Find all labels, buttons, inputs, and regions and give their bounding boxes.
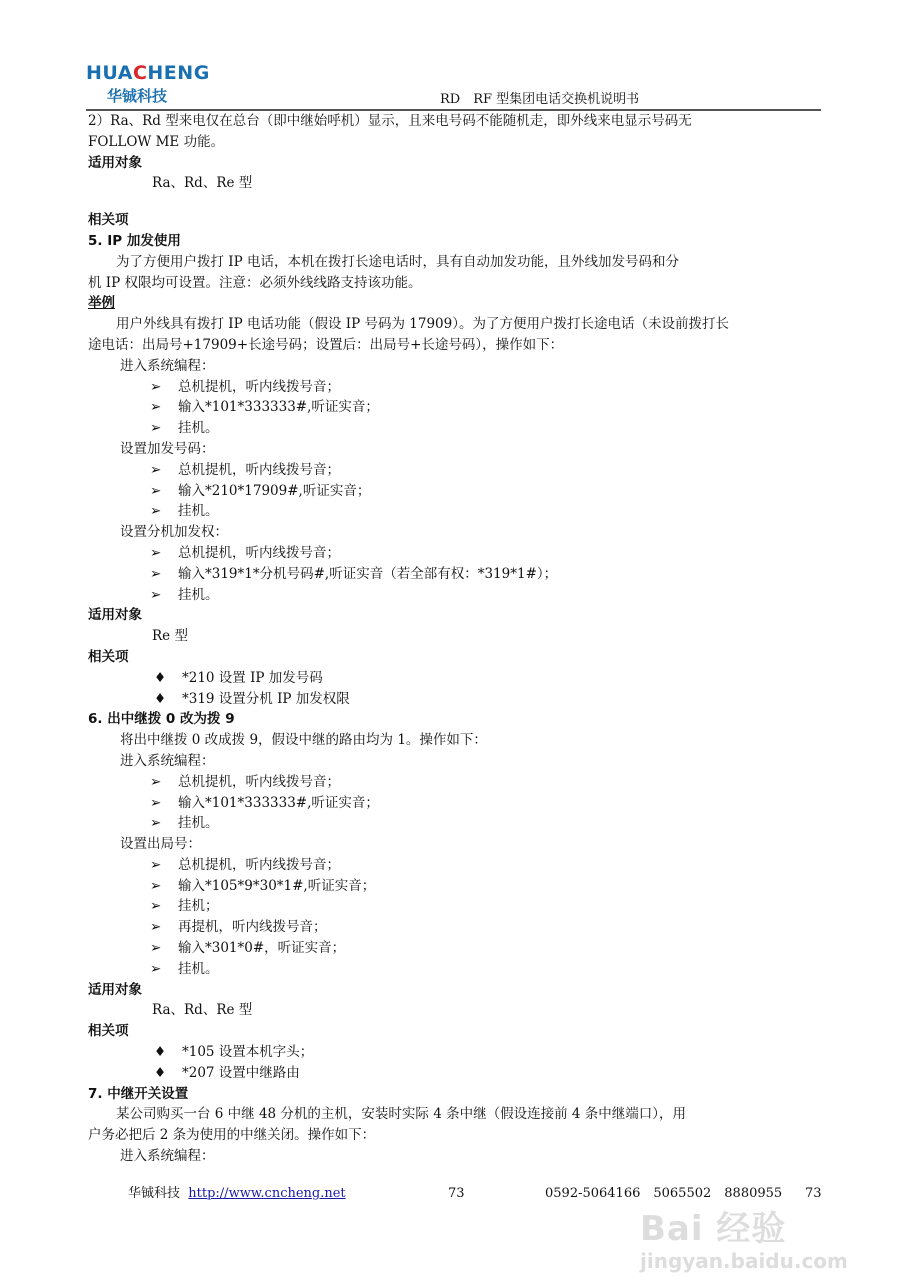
section-heading <box>88 153 823 174</box>
baidu-watermark <box>640 1210 848 1274</box>
line-text: 用户外线具有拨打 IP 电话功能（假设 IP 号码为 17909）。为了方便用户拨打长途电话（未设前拨打长 <box>116 316 729 333</box>
bullet-item <box>88 896 823 917</box>
arrow-bullet-icon: ➢ <box>150 877 162 894</box>
line-text: 举例 <box>88 295 115 312</box>
bullet-item <box>88 959 823 980</box>
arrow-bullet-icon: ➢ <box>150 399 162 416</box>
line-text: 进入系统编程： <box>120 1148 215 1165</box>
bullet-item <box>88 481 823 502</box>
arrow-bullet-icon: ➢ <box>150 565 162 582</box>
text-line <box>88 1146 823 1167</box>
line-text: 相关项 <box>88 1023 129 1040</box>
line-text: 输入*101*333333#,听证实音； <box>178 794 379 811</box>
related-item <box>88 1063 823 1084</box>
bullet-item <box>88 501 823 522</box>
diamond-bullet-icon: ♦ <box>154 690 167 707</box>
text-line <box>88 252 823 273</box>
line-text: Re 型 <box>152 628 188 645</box>
arrow-bullet-icon: ➢ <box>150 503 162 520</box>
line-text: *210 设置 IP 加发号码 <box>182 669 323 686</box>
bullet-item <box>88 876 823 897</box>
arrow-bullet-icon: ➢ <box>150 482 162 499</box>
line-text: 适用对象 <box>88 154 142 171</box>
arrow-bullet-icon: ➢ <box>150 420 162 437</box>
line-text: FOLLOW ME 功能。 <box>88 133 225 150</box>
text-line <box>88 834 823 855</box>
line-text: 户务必把后 2 条为使用的中继关闭。操作如下： <box>88 1127 376 1144</box>
arrow-bullet-icon: ➢ <box>150 586 162 603</box>
bullet-item <box>88 418 823 439</box>
line-text: 挂机； <box>178 898 219 915</box>
text-line <box>88 730 823 751</box>
line-text: 相关项 <box>88 212 129 229</box>
line-text: 6. 出中继拨 0 改为拨 9 <box>88 711 235 728</box>
line-text: 5. IP 加发使用 <box>88 232 181 249</box>
line-text: 输入*210*17909#,听证实音； <box>178 482 371 499</box>
watermark-url: jingyan.baidu.com <box>640 1249 848 1273</box>
text-line <box>88 751 823 772</box>
text-line <box>88 132 823 153</box>
line-text: 2）Ra、Rd 型来电仅在总台（即中继始呼机）显示，且来电号码不能随机走，即外线来电显示号码无 <box>88 113 692 129</box>
diamond-bullet-icon: ♦ <box>154 669 167 686</box>
section-heading <box>88 605 823 626</box>
line-text: 将出中继拨 0 改成拨 9，假设中继的路由均为 1。操作如下： <box>120 732 487 749</box>
section-heading <box>88 647 823 668</box>
line-text: 挂机。 <box>178 503 219 520</box>
footer-page-number: 73 <box>448 1186 465 1201</box>
line-text: 总机提机，听内线拨号音； <box>178 544 340 561</box>
line-text: 设置分机加发权： <box>120 524 228 541</box>
logo-text-accent: C <box>132 62 148 84</box>
company-logo <box>86 62 210 84</box>
related-item <box>88 668 823 689</box>
bullet-item <box>88 397 823 418</box>
section-heading <box>88 210 823 231</box>
text-line <box>88 335 823 356</box>
line-text: 适用对象 <box>88 981 142 998</box>
watermark-logo: Bai 经验 <box>640 1209 787 1249</box>
line-text: 再提机，听内线拨号音； <box>178 919 327 936</box>
arrow-bullet-icon: ➢ <box>150 461 162 478</box>
arrow-bullet-icon: ➢ <box>150 815 162 832</box>
arrow-bullet-icon: ➢ <box>150 794 162 811</box>
line-text: *105 设置本机字头； <box>182 1044 314 1061</box>
bullet-item <box>88 543 823 564</box>
diamond-bullet-icon: ♦ <box>154 1064 167 1081</box>
arrow-bullet-icon: ➢ <box>150 960 162 977</box>
line-text: 挂机。 <box>178 586 219 603</box>
section-heading <box>88 980 823 1001</box>
bullet-item <box>88 938 823 959</box>
line-text: 进入系统编程： <box>120 752 215 769</box>
line-text: 输入*101*333333#,听证实音； <box>178 399 379 416</box>
line-text: *207 设置中继路由 <box>182 1064 300 1081</box>
bullet-item <box>88 772 823 793</box>
text-line <box>88 173 823 194</box>
footer-company: 华铖科技 <box>128 1186 181 1201</box>
related-item <box>88 1042 823 1063</box>
bullet-item <box>88 793 823 814</box>
line-text: 总机提机，听内线拨号音； <box>178 856 340 873</box>
text-line <box>88 1000 823 1021</box>
line-text: 总机提机，听内线拨号音； <box>178 378 340 395</box>
logo-text: HUA <box>86 62 133 84</box>
text-line <box>88 1125 823 1146</box>
line-text: 7. 中继开关设置 <box>88 1085 189 1102</box>
line-text: Ra、Rd、Re 型 <box>152 175 253 192</box>
diamond-bullet-icon: ♦ <box>154 1044 167 1061</box>
bullet-item <box>88 917 823 938</box>
text-line <box>88 439 823 460</box>
text-line <box>88 356 823 377</box>
line-text: Ra、Rd、Re 型 <box>152 1002 253 1019</box>
line-text: 适用对象 <box>88 607 142 624</box>
line-text: *319 设置分机 IP 加发权限 <box>182 690 350 707</box>
bullet-item <box>88 585 823 606</box>
bullet-item <box>88 855 823 876</box>
line-text: 输入*301*0#，听证实音； <box>178 940 346 957</box>
line-text: 输入*105*9*30*1#,听证实音； <box>178 877 376 894</box>
line-text: 挂机。 <box>178 815 219 832</box>
arrow-bullet-icon: ➢ <box>150 378 162 395</box>
bullet-item <box>88 460 823 481</box>
arrow-bullet-icon: ➢ <box>150 856 162 873</box>
related-item <box>88 689 823 710</box>
arrow-bullet-icon: ➢ <box>150 544 162 561</box>
bullet-item <box>88 564 823 585</box>
line-text: 进入系统编程： <box>120 357 215 374</box>
footer-page-right: 73 <box>805 1186 822 1201</box>
blank-line <box>88 194 823 210</box>
line-text: 挂机。 <box>178 420 219 437</box>
section-heading <box>88 1084 823 1105</box>
line-text: 设置加发号码： <box>120 440 215 457</box>
document-body <box>88 111 823 1167</box>
section-heading <box>88 1021 823 1042</box>
bullet-item <box>88 813 823 834</box>
text-line <box>88 1104 823 1125</box>
arrow-bullet-icon: ➢ <box>150 919 162 936</box>
footer-left <box>128 1186 346 1202</box>
line-text: 输入*319*1*分机号码#,听证实音（若全部有权：*319*1#）； <box>178 565 558 582</box>
text-line <box>88 522 823 543</box>
line-text: 挂机。 <box>178 960 219 977</box>
text-line <box>88 273 823 294</box>
document-title: RD RF 型集团电话交换机说明书 <box>440 92 640 107</box>
line-text: 某公司购买一台 6 中继 48 分机的主机，安装时实际 4 条中继（假设连接前 4 条中继端口），用 <box>116 1106 687 1123</box>
section-heading <box>88 293 823 314</box>
footer-phones: 0592-5064166 5065502 8880955 <box>545 1186 783 1201</box>
company-name-cn: 华铖科技 <box>107 87 168 105</box>
line-text: 相关项 <box>88 648 129 665</box>
arrow-bullet-icon: ➢ <box>150 940 162 957</box>
footer-link[interactable]: http://www.cncheng.net <box>188 1186 346 1201</box>
line-text: 途电话：出局号+17909+长途号码；设置后：出局号+长途号码），操作如下： <box>88 336 564 353</box>
arrow-bullet-icon: ➢ <box>150 898 162 915</box>
line-text: 设置出局号： <box>120 836 201 853</box>
section-heading <box>88 709 823 730</box>
logo-text: HENG <box>147 62 210 84</box>
arrow-bullet-icon: ➢ <box>150 773 162 790</box>
text-line <box>88 111 823 132</box>
text-line <box>88 314 823 335</box>
text-line <box>88 626 823 647</box>
section-heading <box>88 231 823 252</box>
bullet-item <box>88 377 823 398</box>
line-text: 总机提机，听内线拨号音； <box>178 773 340 790</box>
line-text: 总机提机，听内线拨号音； <box>178 461 340 478</box>
line-text: 机 IP 权限均可设置。注意：必须外线线路支持该功能。 <box>88 274 422 291</box>
line-text: 为了方便用户拨打 IP 电话，本机在拨打长途电话时，具有自动加发功能，且外线加发号码和分 <box>116 253 679 270</box>
